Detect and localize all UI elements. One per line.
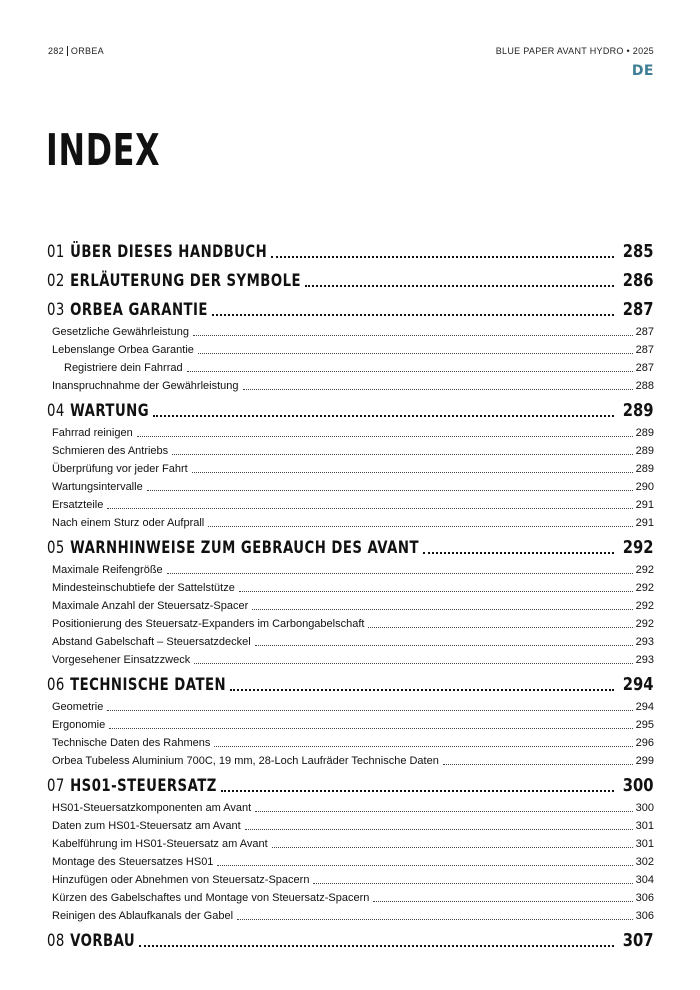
toc-entry[interactable] [47, 797, 654, 815]
entry-page: 292 [635, 618, 654, 630]
toc-entry[interactable] [47, 815, 654, 833]
entry-page: 299 [635, 755, 654, 767]
entry-label: Maximale Anzahl der Steuersatz-Spacer [52, 600, 249, 612]
dot-leader [153, 414, 614, 417]
section-heading [47, 930, 136, 952]
section-heading [47, 270, 302, 292]
page-title: INDEX [46, 125, 161, 176]
document-title: BLUE PAPER AVANT HYDRO • 2025 [495, 46, 654, 56]
toc-entry[interactable] [47, 577, 654, 595]
section-number: 07 [47, 776, 65, 796]
section-heading [47, 775, 217, 797]
entry-label: Gesetzliche Gewährleistung [52, 326, 189, 338]
entry-label: Kabelführung im HS01-Steuersatz am Avant [52, 838, 268, 850]
dot-leader [221, 789, 614, 792]
toc-section[interactable] [47, 293, 654, 321]
dot-leader [243, 388, 633, 390]
dot-leader [193, 334, 633, 336]
toc-entry[interactable] [47, 851, 654, 869]
entry-page: 304 [635, 874, 654, 886]
section-heading [47, 299, 208, 321]
entry-page: 301 [635, 820, 654, 832]
dot-leader [237, 918, 633, 920]
dot-leader [172, 453, 632, 455]
entry-label: Hinzufügen oder Abnehmen von Steuersatz-Spacern [52, 874, 310, 886]
entry-label: Wartungsintervalle [52, 481, 143, 493]
entry-page: 291 [635, 517, 654, 529]
toc-entry[interactable] [47, 512, 654, 530]
toc-section[interactable] [47, 769, 654, 797]
section-title: TECHNISCHE DATEN [70, 675, 227, 695]
entry-page: 301 [635, 838, 654, 850]
entry-label: Reinigen des Ablaufkanals der Gabel [52, 910, 234, 922]
entry-page: 290 [635, 481, 654, 493]
section-page: 285 [623, 241, 654, 262]
entry-label: Technische Daten des Rahmens [52, 737, 211, 749]
entry-label: Abstand Gabelschaft – Steuersatzdeckel [52, 636, 251, 648]
toc-entry[interactable] [47, 595, 654, 613]
dot-leader [255, 644, 633, 646]
entry-label: Inanspruchnahme der Gewährleistung [52, 380, 239, 392]
entry-label: HS01-Steuersatzkomponenten am Avant [52, 802, 252, 814]
entry-label: Fahrrad reinigen [52, 427, 133, 439]
dot-leader [107, 709, 632, 711]
dot-leader [139, 944, 614, 947]
toc-entry[interactable] [47, 375, 654, 393]
toc-entry[interactable] [47, 649, 654, 667]
entry-page: 291 [635, 499, 654, 511]
toc-entry[interactable] [47, 440, 654, 458]
section-page: 294 [623, 674, 654, 695]
entry-label: Positionierung des Steuersatz-Expanders im Carbongabelschaft [52, 618, 365, 630]
dot-leader [194, 662, 632, 664]
dot-leader [109, 727, 632, 729]
entry-label: Ersatzteile [52, 499, 104, 511]
dot-leader [373, 900, 632, 902]
entry-page: 289 [635, 445, 654, 457]
toc-entry[interactable] [47, 833, 654, 851]
section-number: 02 [47, 271, 65, 291]
dot-leader [423, 551, 614, 554]
toc-entry[interactable] [47, 458, 654, 476]
toc-entry[interactable] [47, 750, 654, 768]
entry-label: Orbea Tubeless Aluminium 700C, 19 mm, 28-Loch Laufräder Technische Daten [52, 755, 439, 767]
dot-leader [208, 525, 632, 527]
entry-label: Vorgesehener Einsatzzweck [52, 654, 191, 666]
toc-entry[interactable] [47, 613, 654, 631]
dot-leader [443, 763, 633, 765]
dot-leader [368, 626, 632, 628]
dot-leader [187, 370, 633, 372]
section-title: VORBAU [70, 931, 136, 951]
header-left [48, 46, 104, 56]
entry-label: Überprüfung vor jeder Fahrt [52, 463, 188, 475]
dot-leader [147, 489, 633, 491]
toc-entry[interactable] [47, 714, 654, 732]
entry-label: Ergonomie [52, 719, 106, 731]
section-page: 287 [623, 299, 654, 320]
section-heading [47, 400, 150, 422]
section-title: HS01-STEUERSATZ [70, 776, 217, 796]
entry-label: Lebenslange Orbea Garantie [52, 344, 194, 356]
toc-entry[interactable] [47, 905, 654, 923]
section-title: ERLÄUTERUNG DER SYMBOLE [70, 271, 302, 291]
entry-page: 287 [635, 362, 654, 374]
page-header [48, 46, 654, 60]
toc-section[interactable] [47, 668, 654, 696]
entry-page: 289 [635, 427, 654, 439]
entry-label: Mindesteinschubtiefe der Sattelstütze [52, 582, 235, 594]
entry-label: Registriere dein Fahrrad [64, 362, 183, 374]
toc-section[interactable] [47, 235, 654, 263]
entry-label: Schmieren des Antriebs [52, 445, 169, 457]
dot-leader [137, 435, 633, 437]
dot-leader [107, 507, 632, 509]
entry-page: 300 [635, 802, 654, 814]
dot-leader [313, 882, 632, 884]
toc-entry[interactable] [47, 321, 654, 339]
toc-entry[interactable] [47, 357, 654, 375]
section-heading [47, 537, 419, 559]
entry-page: 306 [635, 910, 654, 922]
section-number: 03 [47, 300, 65, 320]
dot-leader [245, 828, 633, 830]
section-page: 300 [623, 775, 654, 796]
section-page: 292 [623, 537, 654, 558]
toc-entry[interactable] [47, 696, 654, 714]
section-page: 307 [623, 930, 654, 951]
section-number: 01 [47, 242, 65, 262]
section-number: 05 [47, 538, 65, 558]
entry-page: 306 [635, 892, 654, 904]
dot-leader [217, 864, 632, 866]
dot-leader [198, 352, 633, 354]
dot-leader [212, 313, 615, 316]
toc-entry[interactable] [47, 494, 654, 512]
entry-label: Daten zum HS01-Steuersatz am Avant [52, 820, 241, 832]
section-number: 06 [47, 675, 65, 695]
toc-entry[interactable] [47, 869, 654, 887]
toc-section[interactable] [47, 394, 654, 422]
entry-label: Maximale Reifengröße [52, 564, 163, 576]
toc-entry[interactable] [47, 422, 654, 440]
entry-page: 287 [635, 326, 654, 338]
dot-leader [305, 284, 614, 287]
section-page: 289 [623, 400, 654, 421]
section-heading [47, 674, 227, 696]
entry-page: 287 [635, 344, 654, 356]
entry-page: 293 [635, 636, 654, 648]
dot-leader [214, 745, 632, 747]
section-title: ORBEA GARANTIE [70, 300, 208, 320]
section-heading [47, 241, 268, 263]
dot-leader [252, 608, 632, 610]
entry-label: Kürzen des Gabelschaftes und Montage von Steuersatz-Spacern [52, 892, 370, 904]
toc-section[interactable] [47, 531, 654, 559]
header-separator [67, 46, 68, 56]
section-title: WARNHINWEISE ZUM GEBRAUCH DES AVANT [70, 538, 419, 558]
toc-section[interactable] [47, 924, 654, 952]
entry-label: Geometrie [52, 701, 104, 713]
toc-entry[interactable] [47, 559, 654, 577]
entry-page: 292 [635, 600, 654, 612]
entry-label: Montage des Steuersatzes HS01 [52, 856, 214, 868]
toc-entry[interactable] [47, 631, 654, 649]
entry-page: 292 [635, 564, 654, 576]
section-number: 04 [47, 401, 65, 421]
brand-name: ORBEA [70, 46, 104, 56]
dot-leader [192, 471, 633, 473]
entry-page: 289 [635, 463, 654, 475]
section-title: WARTUNG [70, 401, 150, 421]
entry-page: 292 [635, 582, 654, 594]
entry-page: 302 [635, 856, 654, 868]
entry-page: 293 [635, 654, 654, 666]
entry-label: Nach einem Sturz oder Aufprall [52, 517, 205, 529]
entry-page: 288 [635, 380, 654, 392]
dot-leader [255, 810, 633, 812]
dot-leader [230, 688, 614, 691]
dot-leader [271, 255, 614, 258]
dot-leader [272, 846, 633, 848]
toc-section[interactable] [47, 264, 654, 292]
toc-entry[interactable] [47, 339, 654, 357]
entry-page: 296 [635, 737, 654, 749]
section-title: ÜBER DIESES HANDBUCH [70, 242, 268, 262]
dot-leader [167, 572, 633, 574]
section-number: 08 [47, 931, 65, 951]
toc-entry[interactable] [47, 476, 654, 494]
language-tag: DE [631, 63, 654, 79]
entry-page: 295 [635, 719, 654, 731]
toc-entry[interactable] [47, 887, 654, 905]
section-page: 286 [623, 270, 654, 291]
page-number: 282 [48, 46, 64, 56]
dot-leader [239, 590, 633, 592]
toc-entry[interactable] [47, 732, 654, 750]
table-of-contents [47, 234, 654, 952]
entry-page: 294 [635, 701, 654, 713]
